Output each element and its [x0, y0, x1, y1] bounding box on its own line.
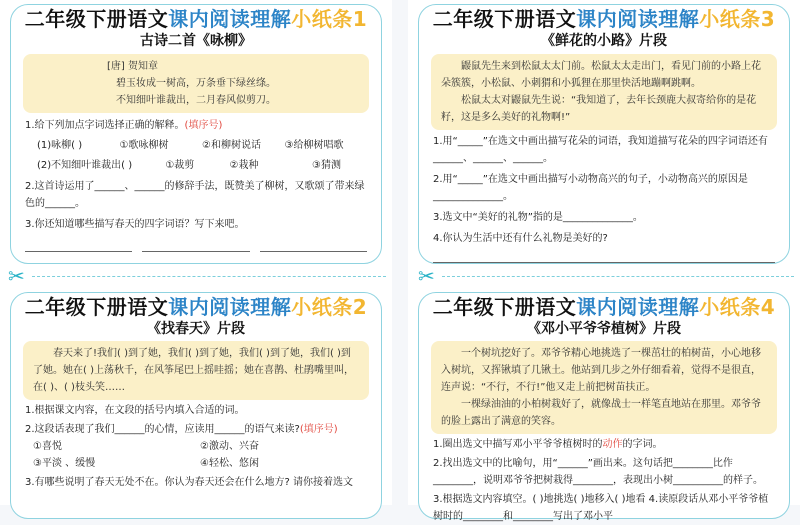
question-3: 3.根据选文内容填空。( )地挑选( )地移入( )地看 4.读原段话从邓小平爷爷植树时的________和________写出了邓小平	[433, 494, 769, 522]
passage-box	[431, 341, 777, 434]
question-2: 2.用“_____”在选文中画出描写小动物高兴的句子，小动物高兴的原因是______________。	[433, 174, 748, 202]
card-4-title	[419, 295, 789, 319]
question-1	[419, 436, 789, 453]
question-3: 3.选文中“美好的礼物”指的是______________。	[433, 212, 643, 223]
cut-line	[32, 276, 386, 277]
answer-line	[25, 243, 132, 252]
option: (1)咏柳( )	[37, 140, 83, 151]
question-3: 3.有哪些说明了春天无处不在。你认为春天还会在什么地方? 请你接着选文	[25, 477, 354, 488]
option: ④轻松、悠闲	[200, 458, 259, 469]
card-1-subtitle: 古诗二首《咏柳》	[140, 33, 252, 49]
question-2	[11, 421, 381, 438]
question-3: 3.你还知道哪些描写春天的四字词语？写下来吧。	[25, 219, 245, 230]
answer-lines	[25, 243, 367, 252]
question-2: 2.找出选文中的比喻句，用“______”画出来。这句话把________比作________，说明邓爷爷把树栽得________，表现出小树__________的样子。	[433, 458, 763, 486]
title-part-number: 小纸条3	[699, 7, 776, 31]
passage-text: 春天来了!我们( )到了她，我们( )到了她，我们( )到了她，我们( )到了她。她在( )上荡秋千，在风筝尾巴上摇哇摇；她在喜鹊、杜鹃嘴里叫，在( )、( )枝头笑……	[33, 348, 354, 393]
title-part-grade: 二年级下册语文	[432, 295, 577, 319]
question-1-options-row-1	[11, 137, 381, 154]
poem-line-1: 碧玉妆成一树高，万条垂下绿丝绦。	[116, 78, 276, 89]
question-4: 4.你认为生活中还有什么礼物是美好的?	[433, 233, 608, 244]
right-page	[408, 0, 800, 522]
poem-line-2: 不知细叶谁裁出，二月春风似剪刀。	[116, 95, 276, 106]
card-4-subtitle: 《邓小平爷爷植树》片段	[527, 321, 681, 337]
question-1	[11, 117, 381, 134]
option: ②激动、兴奋	[200, 441, 259, 452]
answer-line	[260, 243, 367, 252]
passage-box	[23, 341, 369, 400]
scissors-icon: ✂	[8, 264, 25, 288]
passage-paragraph-2: 一棵绿油油的小柏树栽好了，就像战士一样笔直地站在那里。邓爷爷的脸上露出了满意的笑容。	[441, 399, 761, 427]
option: ②栽种	[229, 160, 259, 171]
card-1-title	[11, 7, 381, 31]
title-part-topic: 课内阅读理解	[576, 295, 700, 319]
option: ①歌咏柳树	[119, 140, 169, 151]
title-part-grade: 二年级下册语文	[24, 7, 169, 31]
question-2-options-row-2	[11, 455, 381, 472]
option: (2)不知细叶谁裁出( )	[37, 160, 133, 171]
left-page	[0, 0, 392, 505]
title-part-number: 小纸条2	[291, 295, 368, 319]
question-1-text-b: 的字词。	[622, 439, 663, 450]
card-2-subtitle: 《找春天》片段	[147, 321, 245, 337]
card-3-title	[419, 7, 789, 31]
question-1-hint: (填序号)	[184, 120, 223, 131]
poem-box	[23, 54, 369, 113]
question-1-options-row-2	[11, 157, 381, 174]
title-part-topic: 课内阅读理解	[168, 295, 292, 319]
question-2-options-row-1	[11, 438, 381, 455]
option: ①喜悦	[33, 441, 62, 452]
cut-line	[442, 276, 794, 277]
poem-author: [唐] 贺知章	[107, 61, 158, 72]
answer-line	[142, 243, 249, 252]
option: ③平淡 、缓慢	[33, 458, 96, 469]
title-part-topic: 课内阅读理解	[168, 7, 292, 31]
title-part-topic: 课内阅读理解	[576, 7, 700, 31]
question-1: 1.根据课文内容，在文段的括号内填入合适的词。	[25, 405, 245, 416]
question-1-text: 1.给下列加点字词选择正确的解释。	[25, 120, 185, 131]
passage-paragraph-1: 鼹鼠先生来到松鼠太太门前。松鼠太太走出门，看见门前的小路上花朵簇簇，小松鼠、小刺猬和小狐狸在那里快活地蹦啊跳啊。	[441, 61, 761, 89]
card-1	[10, 4, 382, 264]
option: ③猜测	[312, 160, 341, 171]
card-2-title	[11, 295, 381, 319]
card-3	[418, 4, 790, 264]
option: ②和柳树说话	[202, 140, 261, 151]
passage-box	[431, 54, 777, 130]
title-part-grade: 二年级下册语文	[24, 295, 169, 319]
question-1: 1.用“_____”在选文中画出描写花朵的词语，我知道描写花朵的四字词语还有______、______、______。	[433, 136, 768, 164]
passage-paragraph-1: 一个树坑挖好了。邓爷爷精心地挑选了一棵茁壮的柏树苗，小心地移入树坑，又挥锹填了几锹土。他站到几步之外仔细看着，觉得不是很直，连声说：“不行，不行!”他又走上前把树苗扶正。	[441, 348, 761, 393]
question-1-keyword: 动作	[602, 439, 623, 450]
card-4	[418, 292, 790, 522]
passage-paragraph-2: 松鼠太太对鼹鼠先生说：“我知道了，去年长颈鹿大叔寄给你的是花籽，这是多么美好的礼物啊!”	[441, 95, 757, 123]
option: ①裁剪	[165, 160, 195, 171]
answer-line	[433, 250, 775, 263]
title-part-number: 小纸条4	[699, 295, 776, 319]
question-2: 2.这首诗运用了______、______的修辞手法，既赞美了柳树，又歌颂了带来绿色的______。	[25, 181, 365, 209]
card-2	[10, 292, 382, 519]
question-2-hint: (填序号)	[299, 424, 338, 435]
title-part-number: 小纸条1	[291, 7, 368, 31]
option: ③给柳树唱歌	[284, 140, 344, 151]
card-3-subtitle: 《鲜花的小路》片段	[541, 33, 667, 49]
scissors-icon: ✂	[418, 264, 435, 288]
question-2-text: 2.这段话表现了我们______的心情，应读用______的语气来读?	[25, 424, 300, 435]
title-part-grade: 二年级下册语文	[432, 7, 577, 31]
question-1-text-a: 1.圈出选文中描写邓小平爷爷植树时的	[433, 439, 603, 450]
